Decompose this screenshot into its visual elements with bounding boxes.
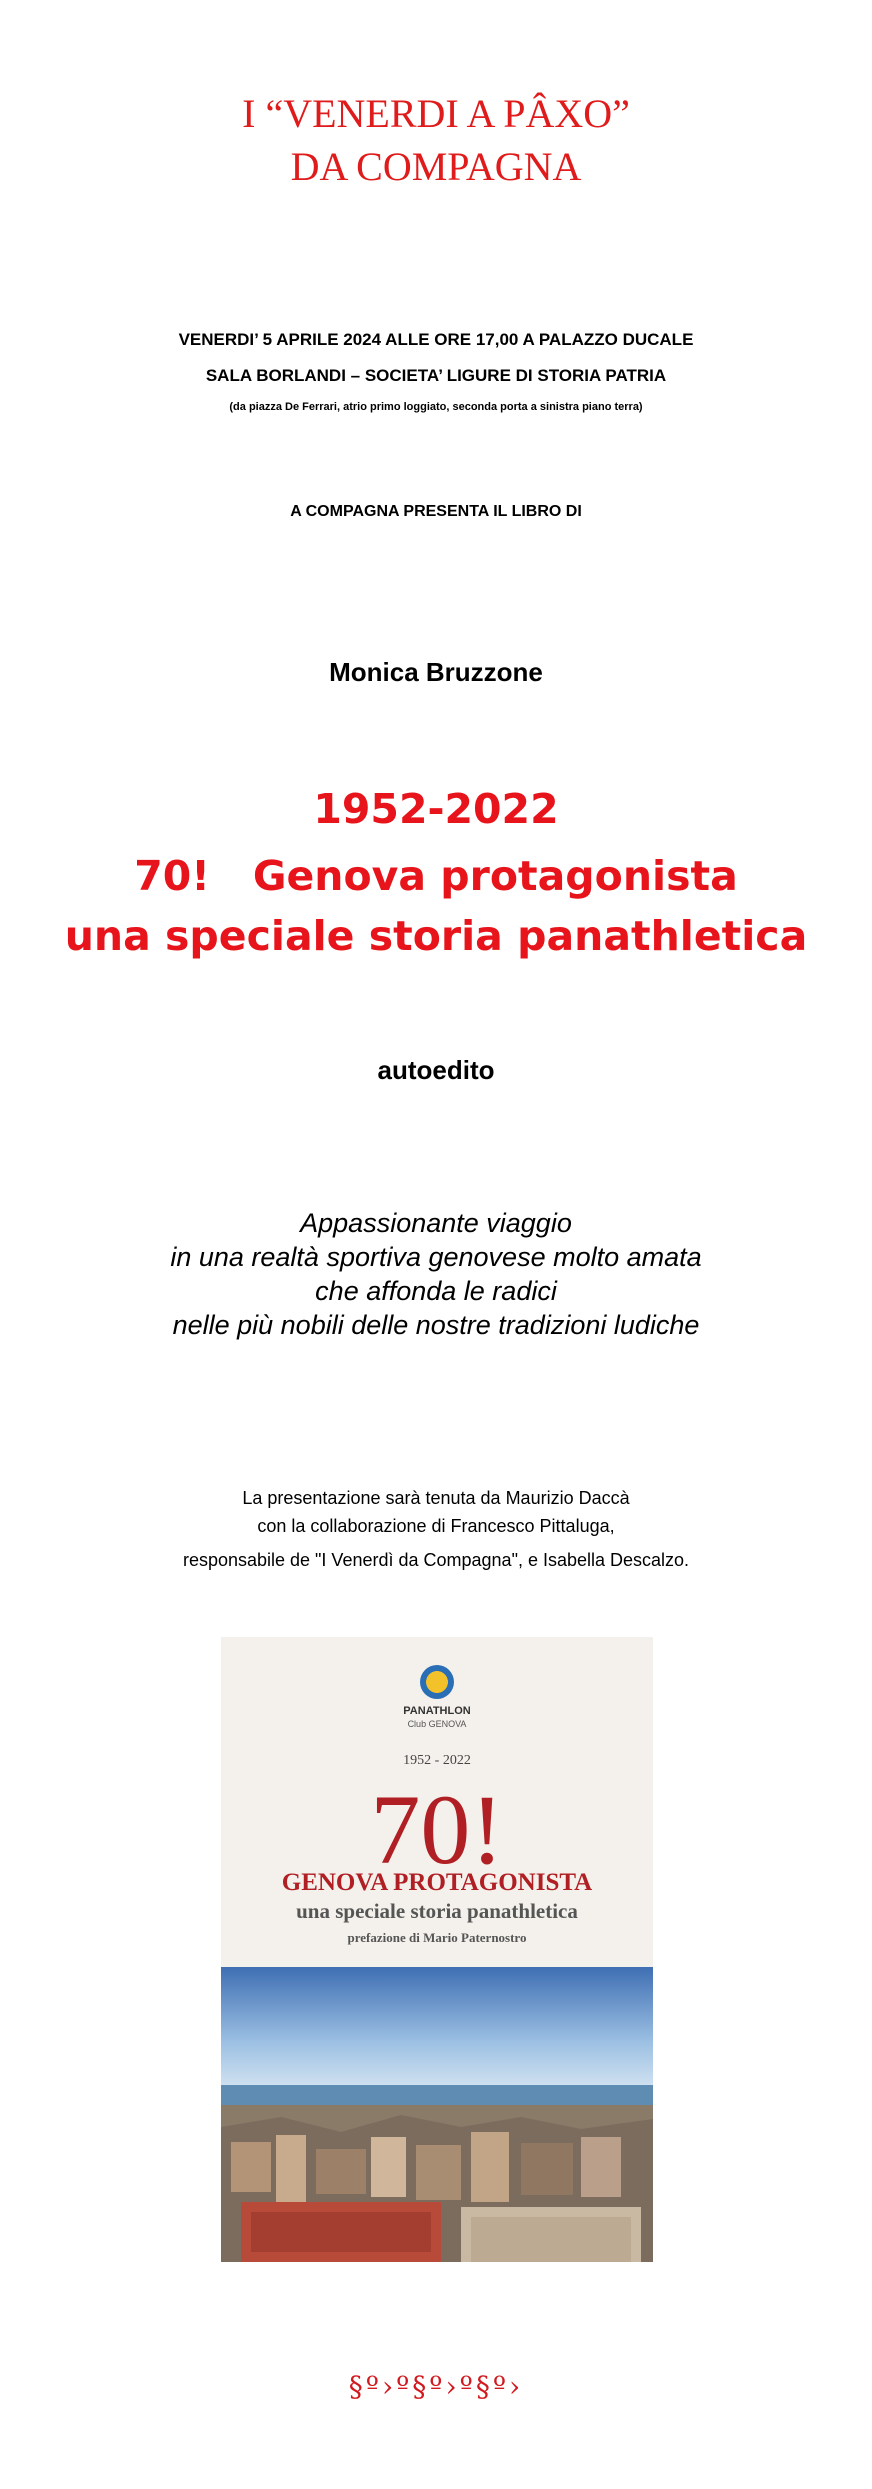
decorative-ornament: §º›º§º›º§º› xyxy=(348,2370,524,2403)
event-line-1: VENERDI’ 5 APRILE 2024 ALLE ORE 17,00 A PALAZZO DUCALE xyxy=(178,330,694,349)
cover-title: GENOVA PROTAGONISTA xyxy=(281,1869,593,1896)
header-line-1: I “VENERDI A PÂXO” xyxy=(242,91,630,136)
book-title-main: 70! Genova protagonista xyxy=(134,852,738,900)
panathlon-logo-icon xyxy=(420,1665,454,1699)
presents-text: A COMPAGNA PRESENTA IL LIBRO DI xyxy=(290,503,582,520)
presentation-line-2: con la collaborazione di Francesco Pittaluga, xyxy=(257,1516,615,1536)
presentation-line-3: responsabile de "I Venerdì da Compagna", e Isabella Descalzo. xyxy=(182,1550,690,1570)
publisher-label: autoedito xyxy=(377,1055,495,1085)
description-line-1: Appassionante viaggio xyxy=(300,1208,572,1238)
cover-club-name: PANATHLON xyxy=(403,1705,471,1717)
presentation-line-1: La presentazione sarà tenuta da Maurizio Daccà xyxy=(242,1488,630,1508)
cover-preface: prefazione di Mario Paternostro xyxy=(347,1930,527,1945)
description-line-2: in una realtà sportiva genovese molto amata xyxy=(170,1242,702,1272)
book-cover-image xyxy=(221,1637,653,2262)
description-line-4: nelle più nobili delle nostre tradizioni ludiche xyxy=(172,1310,700,1340)
cover-big-number: 70! xyxy=(370,1774,504,1885)
cover-years: 1952 - 2022 xyxy=(403,1753,471,1768)
book-title-years: 1952-2022 xyxy=(313,785,559,833)
event-directions: (da piazza De Ferrari, atrio primo loggiato, seconda porta a sinistra piano terra) xyxy=(229,401,643,413)
author-name: Monica Bruzzone xyxy=(329,657,543,687)
book-title-sub: una speciale storia panathletica xyxy=(64,912,808,960)
cover-club-sub: Club GENOVA xyxy=(407,1719,467,1729)
genova-city-photo xyxy=(221,1967,653,2262)
cover-subtitle: una speciale storia panathletica xyxy=(296,1899,578,1923)
event-line-2: SALA BORLANDI – SOCIETA’ LIGURE DI STORIA PATRIA xyxy=(205,366,667,385)
header-line-2: DA COMPAGNA xyxy=(290,144,582,189)
description-line-3: che affonda le radici xyxy=(315,1276,557,1306)
